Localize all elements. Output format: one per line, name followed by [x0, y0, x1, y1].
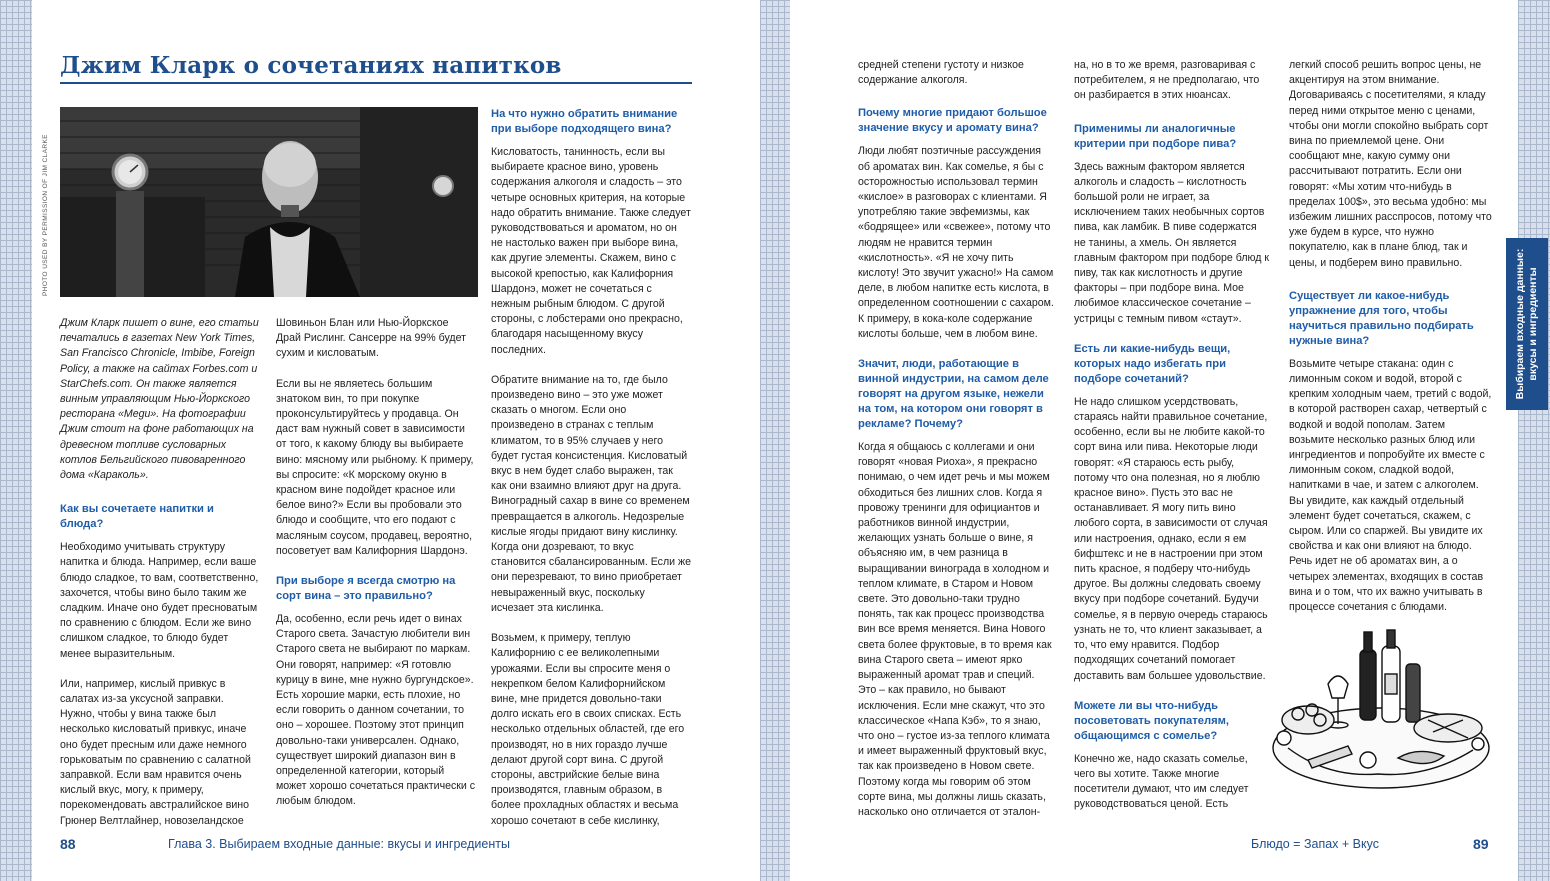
paragraph: Кисловатость, танинность, если вы выбираете красное вино, уровень содержания алкоголя и сладость – это четыре основных критерия, на которые надо обратить внимание. Также следует руководствоваться и ароматом, но он не настолько важен при выборе вина, как другие элементы. Скажем, вино с высокой крепостью, как Калифорния Шардонэ, может не сочетаться с нежным рыбным блюдом. С другой стороны, с лобстерами оно прекрасно, благодаря насыщенному вкусу последних. — [491, 146, 691, 356]
side-tab-label: Выбираем входные данные: вкусы и ингредиенты — [1514, 248, 1539, 400]
paragraph: Не надо слишком усердствовать, стараясь найти правильное сочетание, особенно, если вы не любите какой-то сорт вина или пива. Некоторые люди говорят: «Я стараюсь есть рыбу, потому что она полезная, но я люблю красное вино». Пусть это вас не останавливает. Я могу пить вино любого сорта, в зависимости от случая или настроения, однако, если я ем бифштекс и не в настроении при этом пить красное, я подберу что-нибудь другое. Вы должны следовать своему вкусу при подборе сочетаний. Будучи сомелье, я в первую очередь стараюсь узнать не то, что клиент заказывает, а то, что ему нравится. Подбор подходящих сочетаний помогает доставить вам большее удовольствие. — [1074, 395, 1268, 682]
paragraph: Люди любят поэтичные рассуждения об ароматах вин. Как сомелье, я бы с осторожностью использовал термин «кислое» в разговорах с клиентами. Я употребляю такие эвфемизмы, как «бодрящее» или «свежее», потому что людям не нравится термин «кислотность». «Я не хочу пить кислоту! Это звучит ужасно!» На самом деле, в любом напитке есть кислота, в определенном соотношении с сахаром. К примеру, в кока-коле содержание кислоты больше, чем в любом вине. — [858, 145, 1054, 340]
paragraph: Конечно же, надо сказать сомелье, чего вы хотите. Также многие посетители думают, что им следует руководствоваться ценой. Есть — [1074, 752, 1249, 811]
question-heading: Применимы ли аналогичные критерии при подборе пива? — [1074, 122, 1237, 150]
paragraph: Необходимо учитывать структуру напитка и блюда. Например, если ваше блюдо сладкое, то вам, соответственно, захочется, чтобы вино было таким же сладким. Иначе оно будет пресноватым по сравнению с блюдом. Если же вино слишком сладкое, то блюдо будет менее выразительным. — [60, 541, 259, 660]
paragraph: на, но в то же время, разговаривая с потребителем, я не предполагаю, что он разбирается в этих нюансах. — [1074, 59, 1260, 102]
portrait-photo — [60, 107, 478, 297]
paragraph: Здесь важным фактором является алкоголь и сладость – кислотность большой роли не играет, за исключением таких необычных сортов пива, как ламбик. В пиве содержатся не танины, а хмель. Он является главным фактором при подборе блюд к пиву, так как кислотность и другие факторы – при подборе вина. Мое любимое классическое сочетание – устрицы с темным пивом «стаут». — [1074, 160, 1270, 325]
paragraph: легкий способ решить вопрос цены, не акцентируя на этом внимание. Договариваясь с посетителями, я кладу перед ними открытое меню с ценами, чтобы они могли спокойно выбрать сорт вина по приемлемой цене. Они сообщают мне, какую сумму они рассчитывают потратить. Если они говорят: «Мы хотим что-нибудь в пределах 100$», это весьма удобно: мы избежим лишних расспросов, потому что уже будем в курсе, что нужно покупателю, как в плане блюд, так и цены, и подберем вино правильно. — [1289, 59, 1492, 269]
right-column-2 — [1074, 58, 1270, 828]
page-number-left: 88 — [60, 836, 76, 852]
question-heading: При выборе я всегда смотрю на сорт вина – это правильно? — [276, 575, 456, 603]
paragraph: средней степени густоту и низкое содержание алкоголя. — [858, 59, 1024, 87]
paragraph: Возьмем, к примеру, теплую Калифорнию с ее великолепными урожаями. Если вы спросите меня о некрепком белом Калифорнийском вине, мне придется довольно-таки долго искать его в своих списках. Есть несколько отдельных областей, где его производят, но в них гораздо лучше делают другой сорт вина. С другой стороны, австрийские белые вина производятся, главным образом, в более прохладных областях и весьма хорошо сочетают в себе кислинку, — [491, 632, 685, 827]
chapter-footer: Глава 3. Выбираем входные данные: вкусы и ингредиенты — [168, 837, 510, 851]
right-column-3 — [1289, 58, 1493, 630]
question-heading: Значит, люди, работающие в винной индустрии, на самом деле говорят на другом языке, нежели на том, на котором они говорят в рекламе? Почему? — [858, 358, 1049, 431]
question-heading: На что нужно обратить внимание при выборе подходящего вина? — [491, 108, 678, 135]
question-heading: Почему многие придают большое значение вкусу и аромату вина? — [858, 107, 1047, 135]
book-title-footer: Блюдо = Запах + Вкус — [1251, 837, 1379, 851]
left-column-2 — [276, 316, 476, 825]
question-heading: Как вы сочетаете напитки и блюда? — [60, 503, 214, 531]
paragraph: Шовиньон Блан или Нью-Йоркское Драй Рислинг. Сансерре на 99% будет сухим и кисловатым. — [276, 317, 467, 360]
title-underline — [60, 82, 692, 84]
left-grid-margin — [0, 0, 32, 881]
paragraph: Если вы не являетесь большим знатоком вин, то при покупке проконсультируйтесь у продавца. Он даст вам нужный совет в зависимости от того, к какому блюду вы выбираете вино: мясному или рыбному. К примеру, вы спросите: «К морскому окуню в красном вине подойдет красное или белое вино?» Если вы пробовали это блюдо и сообщите, что его подают с масляным соусом, продавец, вероятно, посоветует вам Калифорния Шардонэ. — [276, 377, 474, 557]
photo-credit: PHOTO USED BY PERMISSION OF JIM CLARKE — [42, 134, 49, 296]
page-number-right: 89 — [1473, 836, 1489, 852]
paragraph: Да, особенно, если речь идет о винах Старого света. Зачастую любители вин Старого света не выбирают по маркам. Они говорят, например: «Я готовлю курицу в вине, мне нужно бургундское». Есть хорошие марки, есть плохие, но если говорить о данном сочетании, то оно – хорошее. Поэтому этот принцип довольно-таки универсален. Однако, существует широкий диапазон вин в определенной категории, который может хорошо сочетаться практически с любым блюдом. — [276, 613, 476, 808]
paragraph: Обратите внимание на то, где было произведено вино – это уже может сказать о многом. Если оно произведено в странах с теплым климатом, то в 95% случаев у него будет густая консистенция. Кисловатый вкус в нем будет слабо выражен, так как они взаимно влияют друг на друга. Виноградный сахар в вине со временем превращается в алкоголь. Недозрелые кислые ягоды придают вину кислинку. Когда они дозревают, то вкус становится сбалансированным. Если же они перезревают, то вино приобретает невыраженный вкус, поскольку исчезает эта кислинка. — [491, 373, 692, 614]
left-column-3 — [491, 107, 691, 844]
question-heading: Можете ли вы что-нибудь посоветовать покупателям, общающимся с сомелье? — [1074, 699, 1229, 742]
paragraph: Возьмите четыре стакана: один с лимонным соком и водой, второй с крепким холодным чаем, третий с водой, в которой растворен сахар, четвертый с водкой и водой пополам. Затем возьмите несколько разных блюд или ингредиентов и попробуйте их вместе с лимонным соком, сладкой водой, напитками в чае, и затем с алкоголем. Вы увидите, как каждый отдельный элемент будет сочетаться, скажем, с сыром. Или со спаржей. Вы увидите их свойства и как они влияют на блюдо. Речь идет не об ароматах вин, а о четырех элементах, входящих в состав вина и о том, что их важно учитывать в процессе сочетания с блюдами. — [1289, 357, 1492, 614]
food-and-wine-illustration — [1268, 628, 1494, 796]
question-heading: Существует ли какое-нибудь упражнение для того, чтобы научиться правильно подбирать нужные вина? — [1289, 289, 1474, 347]
question-heading: Есть ли какие-нибудь вещи, которых надо избегать при подборе сочетаний? — [1074, 342, 1231, 385]
chapter-side-tab — [1506, 238, 1548, 410]
left-column-1 — [60, 316, 260, 844]
paragraph: Когда я общаюсь с коллегами и они говорят «новая Риоха», я прекрасно понимаю, о чем идет речь и мы можем обходиться без лишних слов. Когда я провожу тренинги для официантов и работников винной индустрии, желающих узнать больше о вине, я объясняю им, в чем разница в выращивании винограда в холодном и теплом климате, в Старом и Новом свете. Это довольно-таки трудно понять, так как процесс производства вин все время меняется. Вина Нового света более фруктовые, в то время как вина Старого света – имеют ярко выраженный аромат трав и специй. Это – как правило, но бывают исключения. Если мне скажут, что это классическое «Напа Кэб», то я знаю, что оно – густое из-за теплого климата и имеет выраженный фруктовый вкус, так как произведено в Новом свете. Поэтому когда мы говорим об этом сорте вина, мы должны лишь сказать, насколько оно отличается от эталон- — [858, 441, 1052, 818]
paragraph: Или, например, кислый привкус в салатах из-за уксусной заправки. Нужно, чтобы у вина также был несколько кисловатый привкус, иначе оно будет пресным или даже немного горьковатым по сравнению с салатной заправкой. Если вам нравится очень кислый вкус, могу, к примеру, порекомендовать австралийское вино Грюнер Велтлайнер, новозеландское — [60, 677, 251, 827]
page-title: Джим Кларк о сочетаниях напитков — [60, 52, 562, 79]
right-grid-margin — [1518, 0, 1550, 881]
photo-caption: Джим Кларк пишет о вине, его статьи печатались в газетах New York Times, San Francisco Chronicle, Imbibe, Foreign Policy, а также на сайтах Forbes.com и StarChefs.com. Он также является винным управляющим Нью-Йоркского ресторана «Megu». На фотографии Джим стоит на фоне работающих на древесном топливе сусловарных котлов Бельгийского пивоваренного дома «Караколь». — [60, 317, 259, 482]
spine-grid — [760, 0, 790, 881]
right-column-1 — [858, 58, 1054, 835]
